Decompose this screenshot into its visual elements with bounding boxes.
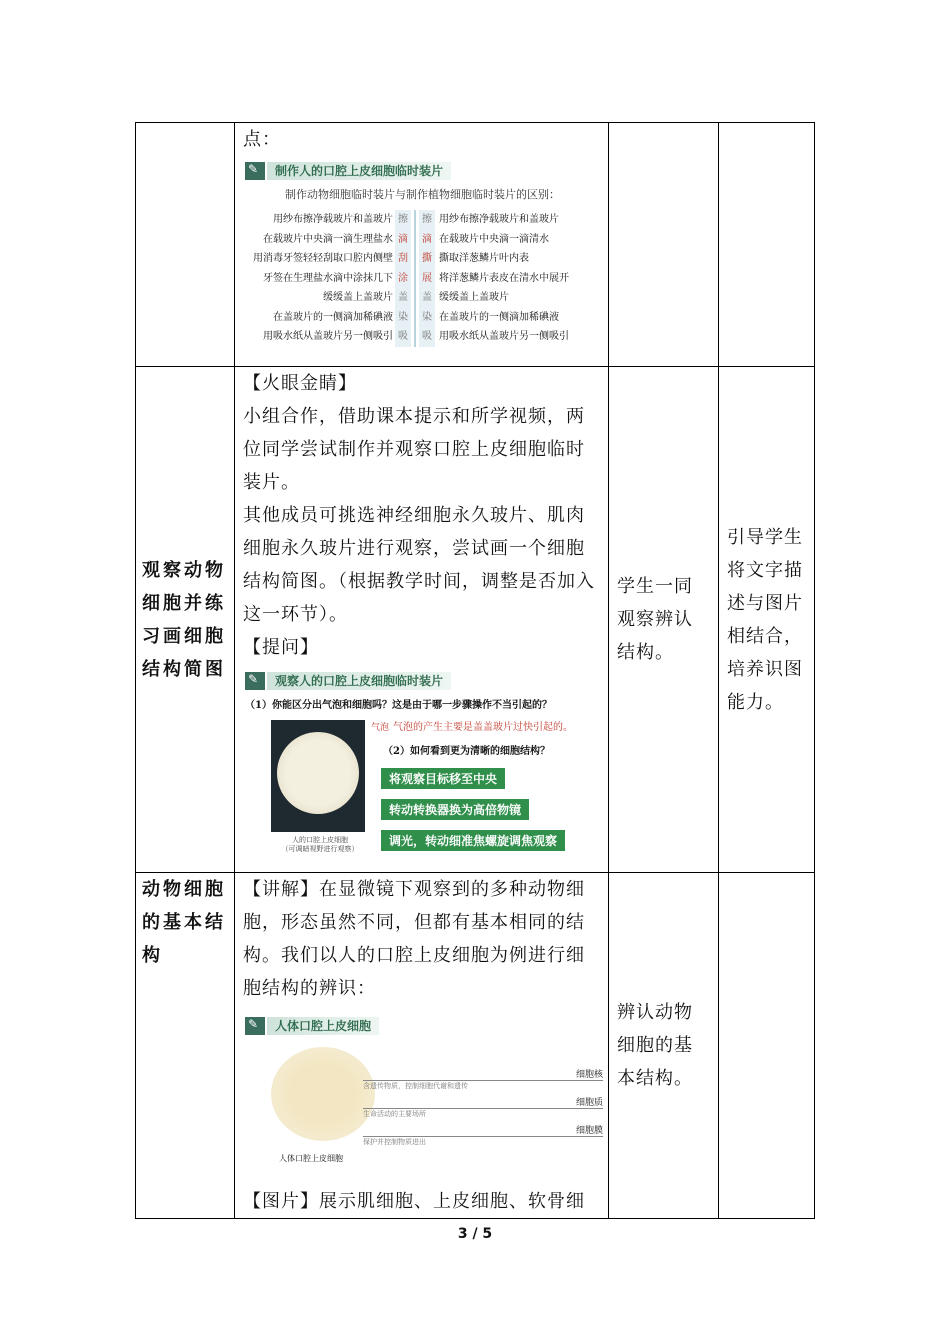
step-list [381,764,565,857]
comparison-grid [245,210,600,347]
question-1: （1）你能区分出气泡和细胞吗？这是由于哪一步骤操作不当引起的？ [245,700,552,711]
left-step: 用消毒牙签轻轻刮取口腔内侧壁 [253,253,393,264]
lesson-table [135,122,815,1219]
row3-section [136,873,235,1219]
pencil-icon [245,1017,265,1035]
cell-photo [271,1047,375,1141]
row1-col4 [719,123,815,367]
left-step: 牙签在生理盐水滴中涂抹几下 [263,272,393,284]
right-step: 用纱布擦净载玻片和盖玻片 [439,214,559,225]
right-step: 撕取洋葱鳞片叶内表 [439,253,529,264]
step-pill: 调光，转动细准焦螺旋调焦观察 [381,830,565,851]
left-step: 在盖玻片的一侧滴加稀碘液 [273,311,393,323]
bubble-label: 气泡 [371,723,390,733]
figure-header: ✎ 观察人的口腔上皮细胞临时装片 [245,672,600,690]
row2-student [609,367,719,873]
design-intent: 引导学生将文字描述与图片相结合，培养识图能力。 [727,526,803,713]
left-step: 用纱布擦净载玻片和盖玻片 [273,214,393,225]
paragraph: 【讲解】在显微镜下观察到的多种动物细胞，形态虽然不同，但都有基本相同的结构。我们以人的口腔上皮细胞为例进行细胞结构的辨识： [243,879,585,999]
row1-content [235,123,609,367]
student-activity: 学生一同观察辨认结构。 [617,576,693,663]
pencil-icon [245,162,265,180]
figure-observation [235,664,608,866]
row1-col3 [609,123,719,367]
answer-1: 气泡的产生主要是盖盖玻片过快引起的。 [393,722,573,733]
right-step: 在载玻片中央滴一滴清水 [439,233,549,245]
paragraph: 小组合作，借助课本提示和所学视频，两位同学尝试制作并观察口腔上皮细胞临时装片。 [243,406,585,493]
row3-content [235,873,609,1219]
step-pill: 将观察目标移至中央 [381,768,505,789]
right-steps [439,210,589,347]
row3-student [609,873,719,1219]
step-pill: 转动转换器换为高倍物镜 [381,799,529,820]
section-title: 观察动物细胞并练习画细胞结构简图 [142,559,226,680]
figure-cell-structure [235,1005,608,1185]
figure-header: ✎ 制作人的口腔上皮细胞临时装片 [245,162,600,180]
left-step: 用吸水纸从盖玻片另一侧吸引 [263,331,393,342]
section-title: 动物细胞的基本结构 [142,879,226,966]
paragraph: 其他成员可挑选神经细胞永久玻片、肌肉细胞永久玻片进行观察，尝试画一个细胞结构简图。（根据教学时间，调整是否加入这一环节）。 [243,505,595,625]
paragraph: 【火眼金睛】 [243,373,357,394]
field-of-view [277,732,359,814]
right-keys: 擦 滴 撕 展 盖 染 吸 [419,210,435,347]
pencil-icon [245,672,265,690]
paragraph: 【图片】展示肌细胞、上皮细胞、软骨细 [243,1191,585,1212]
row2-intent [719,367,815,873]
structure-labels: 细胞核 含遗传物质，控制细胞代谢和遗传 细胞质 生命活动的主要场所 细胞膜 保护并控制物质进出 [363,1067,603,1147]
right-step: 用吸水纸从盖玻片另一侧吸引 [439,331,569,342]
figure-subtitle: 制作动物细胞临时装片与制作植物细胞临时装片的区别： [285,188,560,201]
divider [414,210,416,347]
left-steps [245,210,393,347]
figure-slide-preparation [235,156,608,347]
left-keys: 擦 滴 刮 涂 盖 染 吸 [395,210,411,347]
paragraph: 【提问】 [243,637,319,658]
row1-intro: 点： [243,129,281,150]
right-step: 将洋葱鳞片表皮在清水中展开 [439,272,569,284]
right-step: 缓缓盖上盖玻片 [439,292,509,303]
microscope-image [271,720,365,832]
question-2: （2）如何看到更为清晰的细胞结构？ [383,746,550,757]
row1-col1 [136,123,235,367]
left-step: 缓缓盖上盖玻片 [323,292,393,303]
student-activity: 辨认动物细胞的基本结构。 [617,1002,693,1089]
row2-content [235,367,609,873]
figure-caption: 人体口腔上皮细胞 [279,1154,343,1163]
row2-section [136,367,235,873]
left-step: 在载玻片中央滴一滴生理盐水 [263,233,393,245]
page-number: 3 / 5 [457,1226,493,1242]
figure-caption: 人的口腔上皮细胞 （可调暗视野进行观察） [281,836,359,853]
right-step: 在盖玻片的一侧滴加稀碘液 [439,311,559,323]
row3-col4 [719,873,815,1219]
figure-header: ✎ 人体口腔上皮细胞 [245,1017,600,1035]
